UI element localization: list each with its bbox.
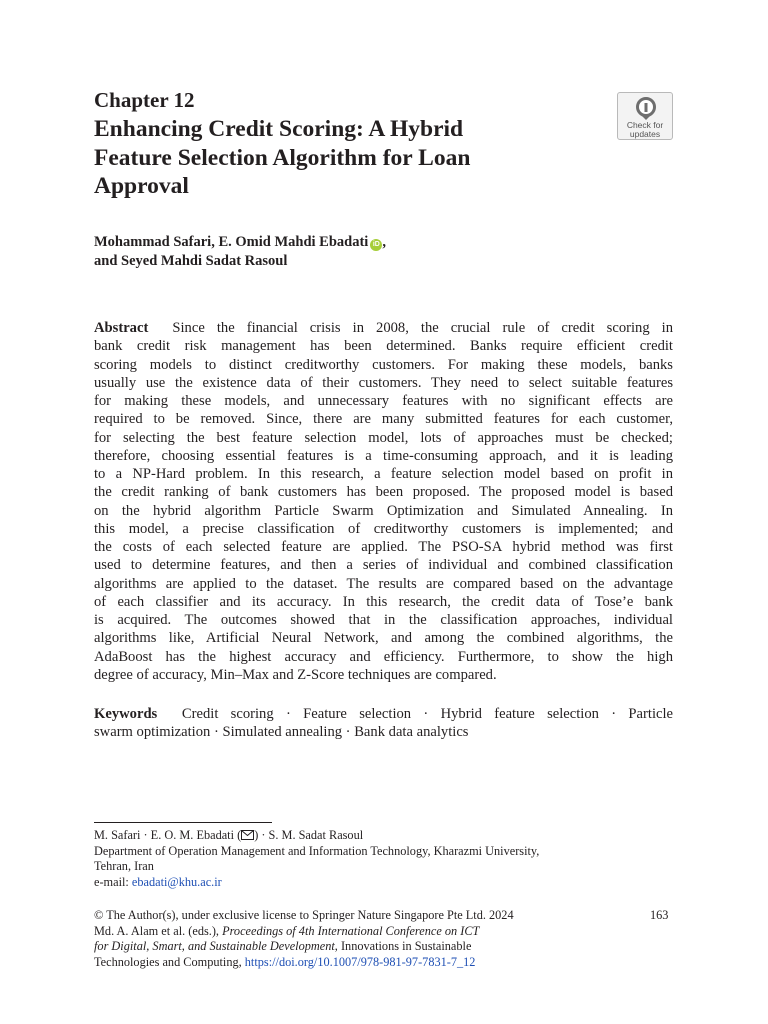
abstract-line: required to be removed. Since, there are many submitted features for each customer, (94, 411, 673, 428)
series-name: , Innovations in Sustainable (334, 939, 472, 954)
abstract-line: algorithms like, Artificial Neural Network, and among the combined algorithms, the (94, 630, 673, 647)
page-number: 163 (650, 908, 669, 922)
author-line (94, 233, 386, 252)
keywords-text: Credit scoring · Feature selection · Hybrid feature selection · Particle (181, 706, 674, 722)
affiliation-authors-rest: ) · S. M. Sadat Rasoul (254, 828, 364, 842)
abstract-line: the credit ranking of bank customers has been proposed. The proposed model is based (94, 484, 673, 501)
footnote-divider (94, 822, 272, 823)
abstract (94, 319, 673, 684)
abstract-line: degree of accuracy, Min–Max and Z-Score techniques are compared. (94, 666, 497, 683)
affiliation-department: Department of Operation Management and Information Technology, Kharazmi University, (94, 843, 540, 858)
title-line: Approval (94, 173, 189, 199)
check-for-updates-badge[interactable] (617, 92, 673, 140)
abstract-line: for selecting the best feature selection model, lots of approaches must be checked; (94, 429, 673, 446)
title-line: Feature Selection Algorithm for Loan (94, 144, 471, 171)
keywords-label: Keywords (94, 706, 158, 722)
orcid-icon[interactable]: iD (370, 239, 382, 251)
affiliation-line (94, 828, 654, 844)
keywords-line (94, 705, 673, 723)
citation-line (94, 924, 654, 940)
abstract-line: AdaBoost has the highest accuracy and efficiency. Furthermore, to show the high (94, 648, 673, 665)
email-link[interactable]: ebadati@khu.ac.ir (131, 874, 222, 889)
email-label: e-mail: (94, 874, 132, 889)
abstract-line: therefore, choosing essential features is a time-consuming approach, and it is leading (94, 447, 673, 464)
abstract-line: bank credit risk management has been determined. Banks require efficient credit (94, 338, 673, 355)
abstract-line: of each classifier and its accuracy. In this research, the credit data of Tose’e bank (94, 593, 673, 610)
chapter-number: Chapter 12 (94, 88, 195, 112)
affiliation-authors: M. Safari · E. O. M. Ebadati ( (94, 828, 242, 842)
abstract-label: Abstract (94, 320, 149, 336)
abstract-line: algorithms are applied to the dataset. The results are compared based on the advantage (94, 575, 673, 592)
affiliation-location: Tehran, Iran (94, 859, 154, 874)
abstract-line: on the hybrid algorithm Particle Swarm Optimization and Simulated Annealing. In (94, 502, 673, 519)
citation-line (94, 939, 654, 955)
abstract-line: used to determine features, and then a series of individual and combined classification (94, 557, 673, 574)
citation-line (94, 955, 654, 971)
keywords-line: swarm optimization · Simulated annealing · Bank data analytics (94, 724, 469, 741)
abstract-text: Since the financial crisis in 2008, the crucial rule of credit scoring in (172, 320, 674, 336)
title-line: Enhancing Credit Scoring: A Hybrid (94, 116, 464, 142)
keywords (94, 705, 673, 742)
check-updates-line1: Check for (626, 120, 664, 130)
abstract-line: is acquired. The outcomes showed that in the classification approaches, individual (94, 612, 673, 628)
abstract-line: scoring models to distinct creditworthy customers. For making these models, banks (94, 356, 673, 373)
publication-info (94, 908, 654, 970)
abstract-line: to a NP-Hard problem. In this research, a feature selection model based on profit in (94, 466, 673, 482)
author-names: Mohammad Safari, E. Omid Mahdi Ebadati (94, 234, 369, 250)
copyright-line: © The Author(s), under exclusive license to Springer Nature Singapore Pte Ltd. 2024 (94, 908, 514, 922)
abstract-line: usually use the existence data of their customers. They need to select suitable features (94, 374, 673, 391)
proceedings-title: Proceedings of 4th International Conference on ICT (222, 923, 480, 938)
author-list (94, 233, 386, 271)
abstract-line: this model, a precise classification of creditworthy customers is implemented; and (94, 520, 673, 537)
abstract-line (94, 319, 673, 337)
proceedings-title-cont: for Digital, Smart, and Sustainable Development (94, 939, 335, 954)
author-comma: , (382, 234, 386, 250)
check-updates-line2: updates (629, 129, 661, 139)
abstract-line: the costs of each selected feature are applied. The PSO-SA hybrid method was first (94, 539, 673, 555)
series-name-cont: Technologies and Computing, (94, 954, 245, 969)
check-for-updates-icon (635, 97, 657, 121)
chapter-title (94, 115, 594, 201)
citation-editors: Md. A. Alam et al. (eds.), (94, 923, 223, 938)
doi-link[interactable]: https://doi.org/10.1007/978-981-97-7831-7_12 (244, 954, 476, 969)
author-affiliation (94, 828, 654, 890)
abstract-line: for making these models, and unnecessary features with no significant effects are (94, 393, 673, 409)
envelope-icon[interactable] (241, 830, 254, 840)
check-for-updates-label (618, 121, 672, 139)
affiliation-email-line (94, 875, 654, 891)
author-line: and Seyed Mahdi Sadat Rasoul (94, 253, 288, 269)
